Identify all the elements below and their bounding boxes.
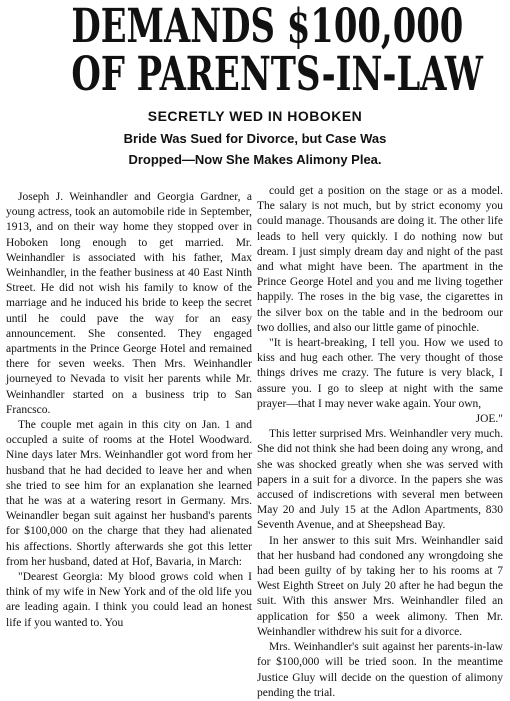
deck: Bride Was Sued for Divorce, but Case Was Dropped—Now She Makes Alimony Plea. (123, 131, 387, 167)
article-column-2 (257, 184, 503, 701)
paragraph: could get a position on the stage or as a model. The salary is not much, but by strict economy you could manage. Thousands are doing it. The other life leads to hell very quickly. I do nothing now but dream. I just simply dream day and night of the past and what might have been. The apartment in the Prince George Hotel and you and me living together happily. The roses in the big vase, the cigarettes in the silver box on the table and in the bedroom our two dollies, and also our little game of pinochle. (257, 185, 503, 334)
paragraph: "It is heart-breaking, I tell you. How we used to kiss and hug each other. The very thought of those things drives me crazy. The future is very black, I assure you. I go to sleep at night with the same prayer—that I may never wake again. Your own, (257, 337, 503, 410)
subheadline: SECRETLY WED IN HOBOKEN (147, 108, 363, 124)
article-column-1 (6, 190, 252, 631)
headline-line-2: OF PARENTS-IN-LAW (71, 47, 483, 102)
paragraph: In her answer to this suit Mrs. Weinhandler said that her husband had condoned any wrongdoing she had been guilty of by taking her to his rooms at 7 West Eighth Street on July 20 after he had begun the suit. With this answer Mrs. Weinhandler filed an application for $50 a week alimony. Then Mr. Weinhandler withdrew his suit for a divorce. (257, 534, 503, 638)
paragraph: The couple met again in this city on Jan. 1 and occupled a suite of rooms at the Hotel Woodward. Nine days later Mrs. Weinhandler got word from her husband that he had decided to leave her and when she tried to see him for an explanation she learned that he was at a watering resort in Germany. Mrs. Weinandler began suit against her husband's parents for $100,000 on the charge that they had alienated his affections. Shortly afterwards she got this letter from her husband, dated at Hof, Bavaria, in March: (6, 419, 252, 568)
headline-line-1: DEMANDS $100,000 (71, 0, 464, 54)
letter-signature: JOE." (475, 413, 503, 426)
paragraph: "Dearest Georgia: My blood grows cold when I think of my wife in New York and of the old life you are leading again. I think you could lead an honest life if you wanted to. You (6, 571, 252, 629)
paragraph: Joseph J. Weinhandler and Georgia Gardner, a young actress, took an automobile ride in September, 1913, and on their way home they stopped over in Hoboken long enough to get married. Mr. Weinhandler is associated with his father, Max Weinhandler, in the feather business at 40 East Ninth Street. He did not wish his family to know of the marriage and he induced his bride to keep the secret until he could pave the way for an easy announcement. She consented. They engaged apartments in the Prince George Hotel and remained there for seven weeks. Then Mrs. Weinhandler journeyed to Nevada to visit her parents while Mr. Weinhandler started on a business trip to San Francsco. (6, 191, 252, 416)
paragraph: This letter surprised Mrs. Weinhandler very much. She did not think she had been doing any wrong, and she was shocked greatly when she was served with papers in a suit for a divorce. In the papers she was accused of indiscretions with several men between May 20 and July 15 at the Adlon Apartments, 830 Seventh Avenue, and at Sheepshead Bay. (257, 428, 503, 532)
paragraph: Mrs. Weinhandler's suit against her parents-in-law for $100,000 will be tried soon. In the meantime Justice Gluy will decide on the question of alimony pending the trial. (257, 641, 503, 699)
